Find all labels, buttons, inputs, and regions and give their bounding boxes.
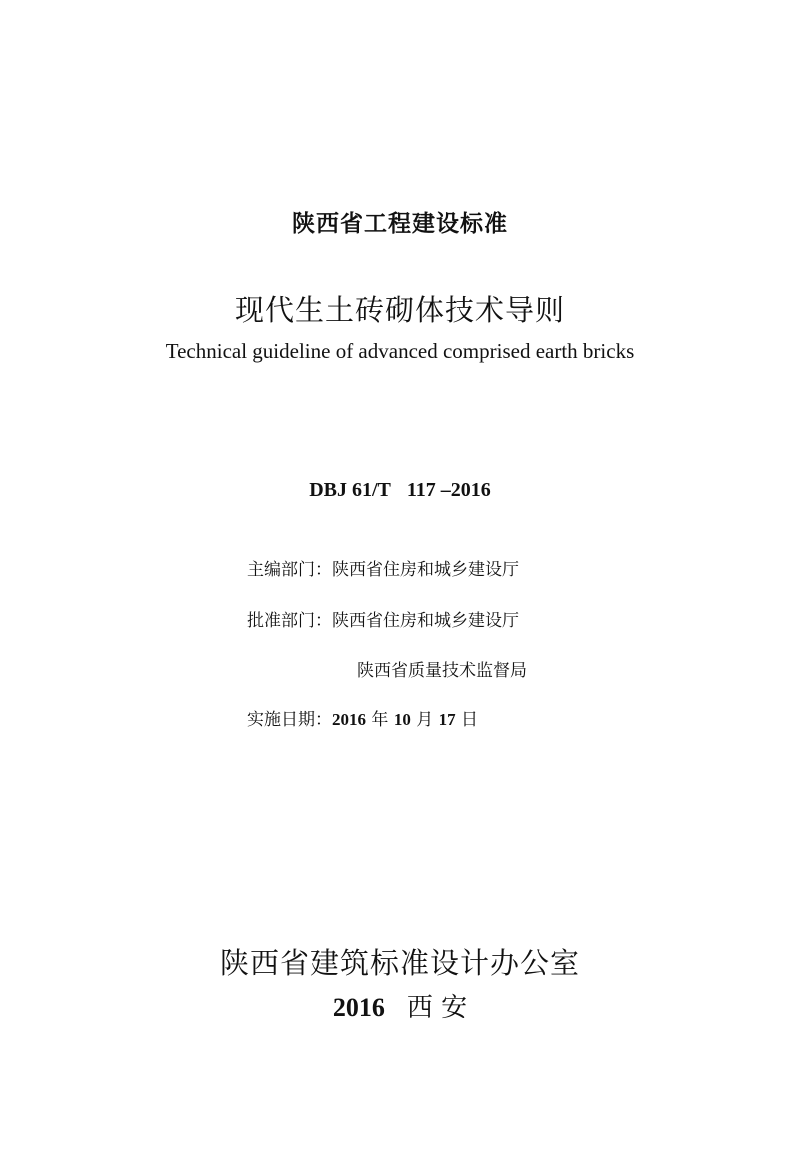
effective-date-month: 10: [393, 710, 411, 729]
publish-city: 西 安: [406, 993, 468, 1023]
effective-date-year-unit: 年: [371, 710, 389, 730]
publisher-name: 陕西省建筑标准设计办公室: [219, 946, 580, 980]
publish-year-place: [0, 987, 800, 1024]
approver-department-value: 陕西省住房和城乡建设厅: [332, 611, 519, 631]
standard-code-number: 117 –2016: [406, 479, 491, 501]
effective-date-year: 2016: [332, 710, 366, 729]
effective-date-label: 实施日期：: [247, 710, 332, 730]
standard-code: [0, 479, 800, 502]
approver-department-row: [247, 606, 519, 631]
editor-department-label: 主编部门：: [247, 560, 332, 580]
effective-date-month-unit: 月: [416, 710, 434, 730]
document-title-english: Technical guideline of advanced comprised earth bricks: [165, 339, 635, 363]
publish-year: 2016: [332, 993, 385, 1022]
effective-date-day-unit: 日: [461, 710, 479, 730]
approver-department-row-2: [357, 656, 527, 681]
approver-department-value-2: 陕西省质量技术监督局: [357, 661, 527, 681]
effective-date-row: [247, 705, 478, 730]
effective-date-day: 17: [438, 710, 456, 729]
editor-department-row: [247, 555, 519, 580]
standard-code-prefix: DBJ 61/T: [309, 479, 391, 501]
editor-department-value: 陕西省住房和城乡建设厅: [332, 560, 519, 580]
document-title-chinese: 现代生土砖砌体技术导则: [234, 293, 565, 327]
standard-series-heading: 陕西省工程建设标准: [292, 211, 508, 237]
approver-department-label: 批准部门：: [247, 611, 332, 631]
